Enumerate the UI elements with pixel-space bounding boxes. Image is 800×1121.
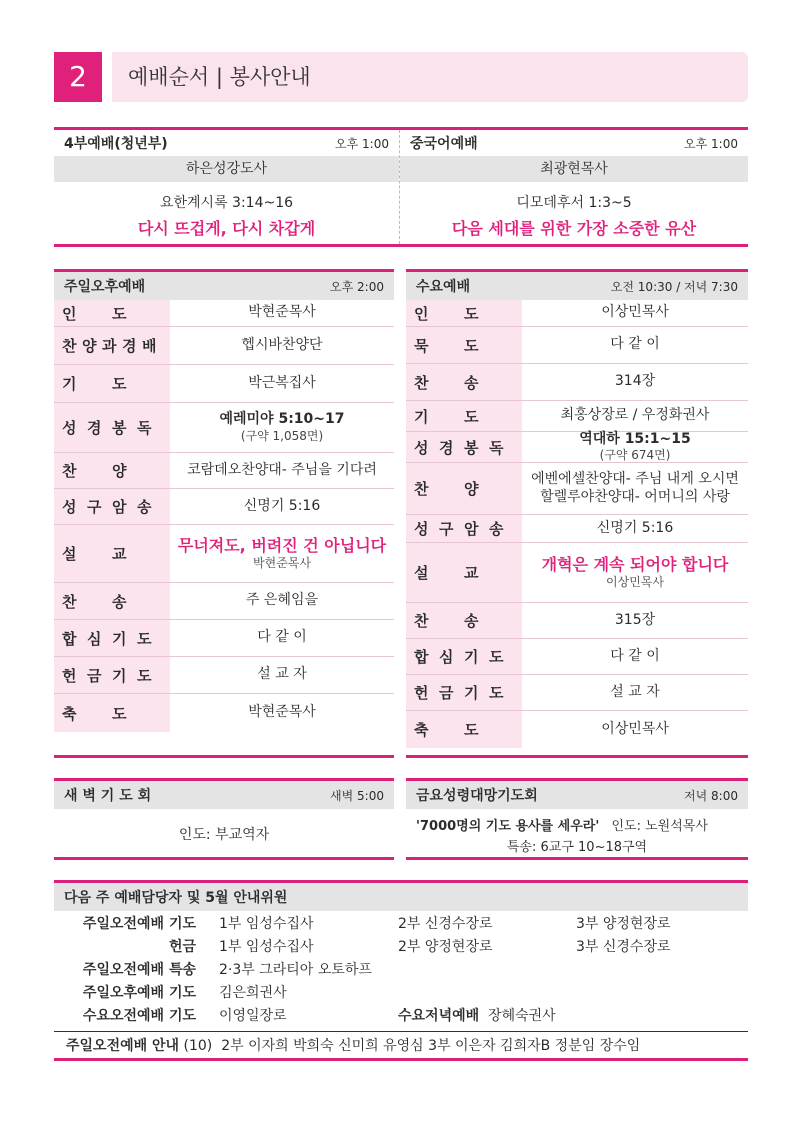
order-value: 예레미야 5:10~17 (구약 1,058면) — [219, 411, 345, 443]
order-value: 박현준목사 — [248, 704, 316, 721]
staff-row: 주일오후예배 기도 김은희권사 — [82, 985, 287, 1001]
order-value: 역대하 15:1~15 (구약 674면) — [579, 430, 691, 463]
order-row — [406, 327, 748, 364]
order-label: 찬 송 — [54, 583, 170, 619]
order-row — [54, 489, 394, 525]
youth-chinese-box — [54, 127, 748, 247]
order-label: 헌 금 기 도 — [54, 657, 170, 693]
section-title: 예배순서 | 봉사안내 — [112, 52, 748, 102]
order-value: 설 교 자 — [257, 666, 307, 683]
order-row — [406, 515, 748, 543]
order-value: 설 교 자 — [610, 683, 660, 700]
order-value: 무너져도, 버려진 건 아닙니다 박현준목사 — [177, 536, 387, 570]
order-row — [406, 364, 748, 401]
friday-special-song: 특송: 6교구 10~18구역 — [506, 840, 648, 855]
order-label: 설 교 — [406, 543, 522, 602]
order-value: 최홍상장로 / 우정화권사 — [560, 407, 710, 424]
order-value: 박근복집사 — [248, 374, 316, 391]
order-row — [54, 327, 394, 365]
order-label: 헌 금 기 도 — [406, 675, 522, 710]
youth-scripture: 요한계시록 3:14~16 — [159, 195, 294, 211]
next-week-title: 다음 주 예배담당자 및 5월 안내위원 — [64, 890, 288, 906]
order-label: 성 경 봉 독 — [406, 432, 522, 462]
order-value: 다 같 이 — [257, 629, 307, 646]
order-value: 신명기 5:16 — [596, 519, 674, 536]
order-row — [406, 675, 748, 711]
wednesday-name: 수요예배 — [416, 279, 471, 295]
wednesday-time: 오전 10:30 / 저녁 7:30 — [610, 279, 738, 294]
order-row — [54, 694, 394, 732]
dawn-prayer-time: 새벽 5:00 — [330, 788, 384, 803]
order-row — [406, 603, 748, 639]
chinese-service — [400, 130, 748, 244]
chinese-scripture: 디모데후서 1:3~5 — [516, 195, 632, 211]
order-row — [54, 657, 394, 694]
staff-row: 주일오전예배 특송 2·3부 그라티아 오토하프 — [82, 962, 372, 978]
order-label: 찬 송 — [406, 603, 522, 638]
order-value: 박현준목사 — [248, 304, 316, 321]
order-value: 헵시바찬양단 — [241, 336, 323, 353]
order-row — [54, 453, 394, 489]
order-label: 성 구 암 송 — [54, 489, 170, 524]
order-value: 코람데오찬양대- 주님을 기다려 — [187, 461, 377, 478]
order-label: 기 도 — [54, 365, 170, 402]
order-row — [54, 300, 394, 327]
chinese-service-name: 중국어예배 — [410, 136, 478, 152]
order-value: 다 같 이 — [610, 336, 660, 353]
order-row — [54, 365, 394, 403]
order-label: 찬 양 — [54, 453, 170, 488]
order-label: 인 도 — [406, 300, 522, 326]
order-label: 성 구 암 송 — [406, 515, 522, 542]
youth-sermon-title: 다시 뜨겁게, 다시 차갑게 — [137, 219, 316, 238]
order-value: 개혁은 계속 되어야 합니다 이상민목사 — [541, 555, 729, 589]
order-value: 에벤에셀찬양대- 주님 내게 오시면 할렐루야찬양대- 어머니의 사랑 — [531, 471, 739, 505]
order-value: 이상민목사 — [601, 304, 669, 321]
staff-row: 헌금 1부 임성수집사 2부 양정현장로 3부 신경수장로 — [168, 939, 671, 955]
order-label: 기 도 — [406, 401, 522, 431]
order-row — [406, 463, 748, 515]
order-label: 찬 양 — [406, 463, 522, 514]
dawn-prayer-name: 새 벽 기 도 회 — [64, 788, 152, 804]
youth-preacher: 하은성강도사 — [54, 156, 399, 182]
order-row — [406, 300, 748, 327]
order-label: 설 교 — [54, 525, 170, 582]
order-label: 찬 양 과 경 배 — [54, 327, 170, 364]
order-row — [406, 432, 748, 463]
guide-row: 주일오전예배 안내 (10) 2부 이자희 박희숙 신미희 유영심 3부 이은자 김희자B 정분임 장수임 — [54, 1031, 748, 1058]
chinese-service-time: 오후 1:00 — [684, 136, 738, 151]
order-row — [54, 525, 394, 583]
friday-prayer-box — [406, 778, 748, 860]
dawn-prayer-leader: 인도: 부교역자 — [178, 827, 270, 843]
order-label: 묵 도 — [406, 327, 522, 363]
order-label: 축 도 — [54, 694, 170, 732]
chinese-preacher: 최광현목사 — [400, 156, 748, 182]
order-row — [406, 711, 748, 748]
section-number: 2 — [54, 52, 102, 102]
staff-row: 주일오전예배 기도 1부 임성수집사 2부 신경수장로 3부 양정현장로 — [82, 916, 671, 932]
order-row — [406, 639, 748, 675]
youth-service-name: 4부예배(청년부) — [64, 136, 168, 152]
next-week-staff — [54, 880, 748, 1061]
sunday-pm-order — [54, 269, 394, 758]
order-value: 315장 — [614, 611, 656, 628]
order-label: 합 심 기 도 — [54, 620, 170, 656]
order-value: 이상민목사 — [601, 720, 669, 737]
youth-service-time: 오후 1:00 — [335, 136, 389, 151]
order-label: 인 도 — [54, 300, 170, 326]
order-row — [406, 543, 748, 603]
order-row — [406, 401, 748, 432]
order-label: 찬 송 — [406, 364, 522, 400]
youth-service — [54, 130, 400, 244]
friday-prayer-theme: '7000명의 기도 용사를 세우라' — [416, 819, 600, 834]
order-value: 다 같 이 — [610, 647, 660, 664]
wednesday-order — [406, 269, 748, 758]
order-value: 314장 — [614, 373, 656, 390]
section-header — [54, 52, 748, 102]
order-row — [54, 583, 394, 620]
sunday-pm-time: 오후 2:00 — [330, 279, 384, 294]
order-label: 합 심 기 도 — [406, 639, 522, 674]
order-value: 주 은혜임을 — [245, 592, 319, 609]
staff-row: 수요오전예배 기도 이영일장로 수요저녁예배 장혜숙권사 — [82, 1008, 556, 1024]
order-label: 성 경 봉 독 — [54, 403, 170, 452]
friday-prayer-name: 금요성령대망기도회 — [416, 788, 538, 804]
order-label: 축 도 — [406, 711, 522, 748]
dawn-prayer-box — [54, 778, 394, 860]
friday-prayer-leader: 인도: 노원석목사 — [611, 819, 708, 834]
order-row — [54, 620, 394, 657]
chinese-sermon-title: 다음 세대를 위한 가장 소중한 유산 — [451, 219, 697, 238]
friday-prayer-time: 저녁 8:00 — [684, 788, 738, 803]
sunday-pm-name: 주일오후예배 — [64, 279, 146, 295]
order-row — [54, 403, 394, 453]
order-value: 신명기 5:16 — [243, 497, 321, 514]
